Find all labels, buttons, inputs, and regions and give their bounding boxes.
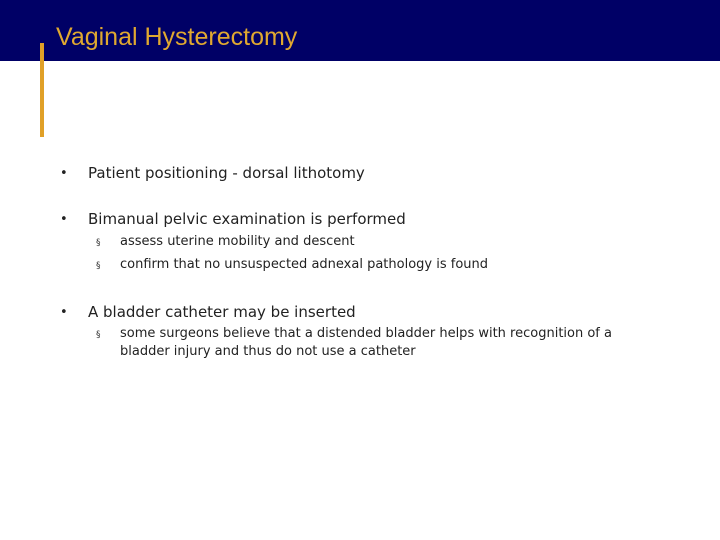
- sub-bullet-text: some surgeons believe that a distended bladder helps with recognition of a bladder injury and thus do not use a catheter: [120, 326, 612, 359]
- sub-bullet-marker: §: [96, 330, 101, 340]
- slide-title: Vaginal Hysterectomy: [56, 23, 298, 51]
- bullet-text: A bladder catheter may be inserted: [88, 303, 356, 321]
- sub-bullet-marker: §: [96, 238, 101, 248]
- sub-bullet-text: assess uterine mobility and descent: [120, 234, 355, 249]
- bullet-marker: •: [60, 212, 68, 227]
- sub-bullet-marker: §: [96, 261, 101, 271]
- bullet-text: Bimanual pelvic examination is performed: [88, 210, 406, 228]
- bullet-text: Patient positioning - dorsal lithotomy: [88, 164, 365, 182]
- bullet-marker: •: [60, 166, 68, 181]
- bullet-marker: •: [60, 305, 68, 320]
- sub-bullet-text: confirm that no unsuspected adnexal pathology is found: [120, 257, 488, 272]
